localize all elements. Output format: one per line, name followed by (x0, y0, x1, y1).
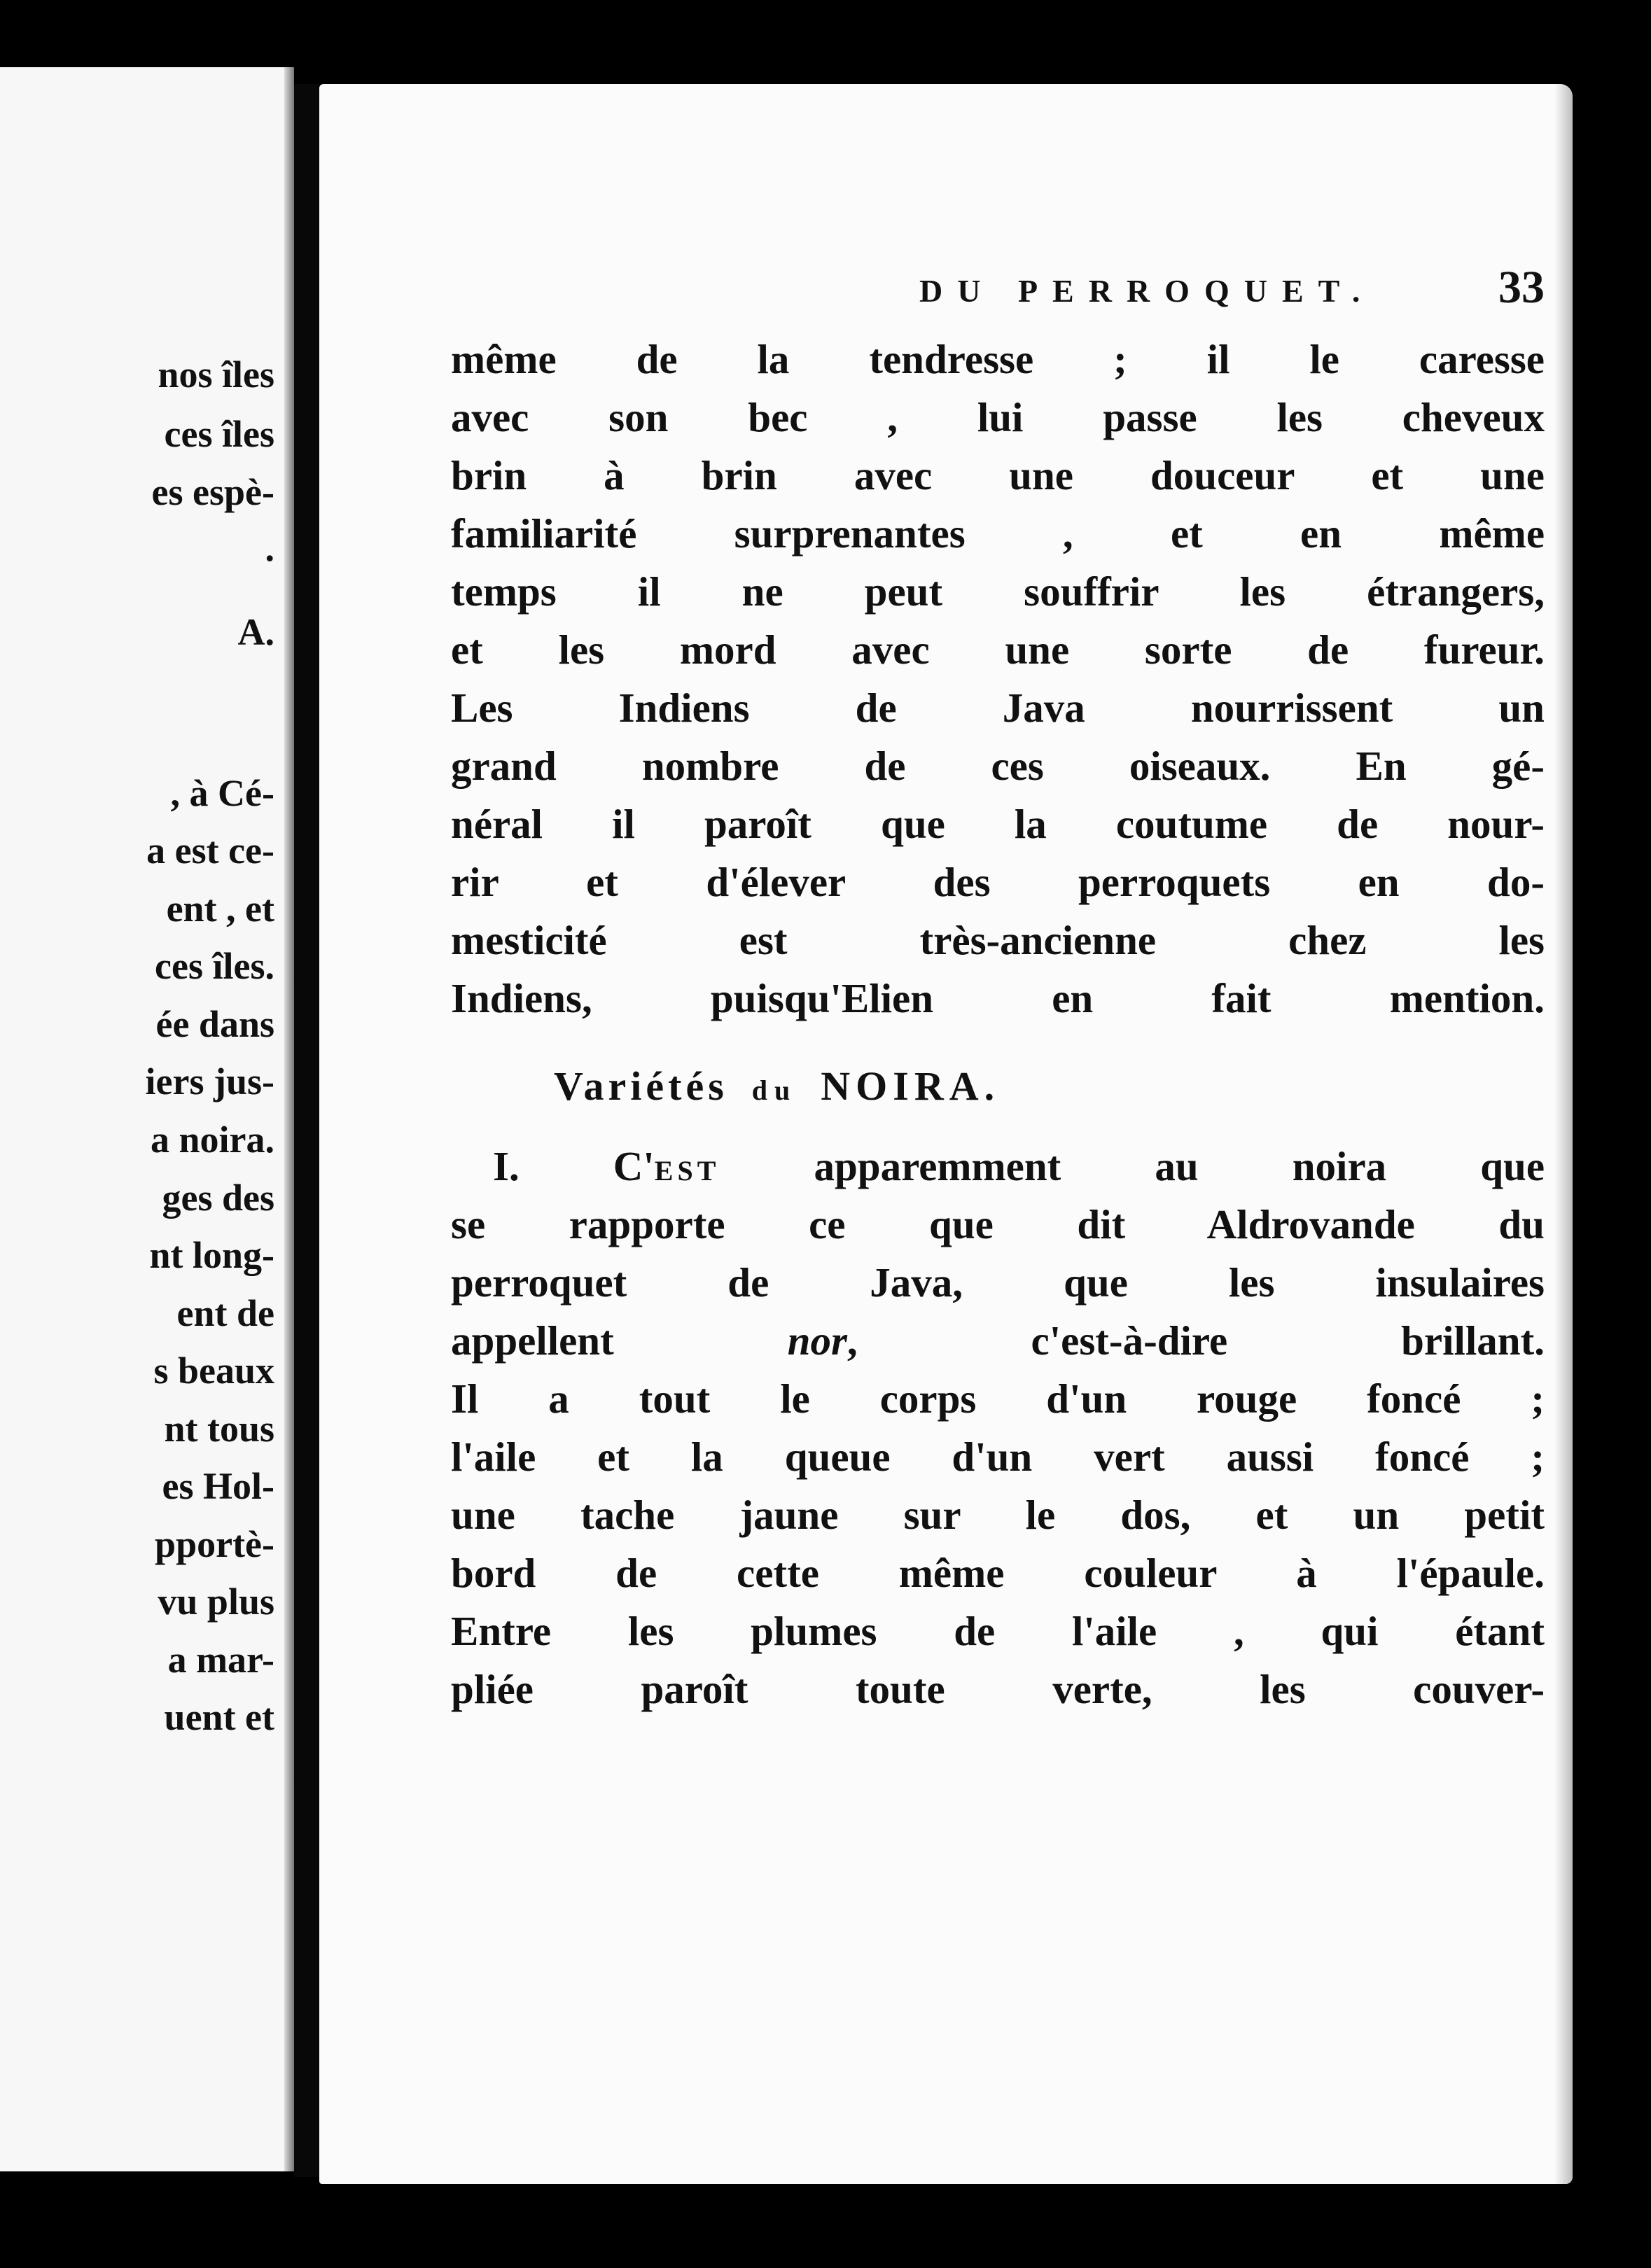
text-line: Indiens, puisqu'Elien en fait mention. (451, 975, 1545, 1021)
section-heading (554, 1063, 1394, 1110)
left-page-line: nt long- (149, 1234, 274, 1276)
paragraph-numeral: I. (493, 1143, 520, 1189)
text-line: avec son bec , lui passe les cheveux (451, 394, 1545, 440)
left-page-line: . (265, 527, 274, 569)
text-line: néral il paroît que la coutume de nour- (451, 801, 1545, 847)
section-heading-word: du (751, 1074, 797, 1106)
text-line: pliée paroît toute verte, les couver- (451, 1666, 1545, 1712)
drop-word-smallcaps: EST (654, 1155, 720, 1186)
text-line: grand nombre de ces oiseaux. En gé- (451, 743, 1545, 789)
text-line (451, 1312, 1545, 1370)
left-page-line: es Hol- (162, 1465, 274, 1507)
left-page-line: ces îles (164, 413, 274, 455)
text-line: perroquet de Java, que les insulaires (451, 1259, 1545, 1306)
text-line: mesticité est très-ancienne chez les (451, 917, 1545, 963)
left-page-line: iers jus- (145, 1060, 274, 1102)
text-line: Les Indiens de Java nourrissent un (451, 685, 1545, 731)
right-page (319, 84, 1573, 2184)
left-page-line: es espè- (151, 471, 274, 513)
text-line (451, 1138, 1545, 1196)
text-line: Entre les plumes de l'aile , qui étant (451, 1608, 1545, 1654)
running-head: DU PERROQUET. (919, 273, 1375, 309)
left-page-line: a mar- (167, 1639, 274, 1681)
left-page-line: ent de (176, 1292, 274, 1334)
left-page-line: ges des (162, 1177, 274, 1219)
text-line: temps il ne peut souffrir les étrangers, (451, 568, 1545, 615)
text-line: se rapporte ce que dit Aldrovande du (451, 1201, 1545, 1247)
left-page-line: ent , et (166, 888, 274, 930)
text-line: l'aile et la queue d'un vert aussi foncé ; (451, 1434, 1545, 1480)
left-page-line: a est ce- (146, 830, 274, 872)
book-spine (294, 84, 319, 2177)
right-page-edge-shadow (1554, 84, 1573, 2184)
text-line: et les mord avec une sorte de fureur. (451, 626, 1545, 673)
left-page-line: nos îles (158, 354, 274, 396)
section-heading-word: NOIRA. (821, 1063, 1001, 1109)
left-page-line: vu plus (158, 1581, 274, 1623)
page-number: 33 (1498, 262, 1545, 313)
left-page-line: a noira. (150, 1119, 274, 1161)
paragraph-continued (451, 330, 1545, 1028)
text-line: même de la tendresse ; il le caresse (451, 336, 1545, 382)
italic-word: nor (787, 1317, 847, 1364)
text-line: rir et d'élever des perroquets en do- (451, 859, 1545, 905)
left-page-line: pportè- (155, 1523, 274, 1565)
text-fragment: appellent (451, 1317, 614, 1364)
left-page-line: ée dans (155, 1003, 274, 1045)
left-page-line: nt tous (164, 1408, 274, 1450)
left-page (0, 67, 294, 2171)
left-page-gutter-shadow (284, 67, 294, 2171)
text-line: bord de cette même couleur à l'épaule. (451, 1550, 1545, 1596)
left-page-line: s beaux (153, 1350, 274, 1392)
text-line: familiarité surprenantes , et en même (451, 510, 1545, 556)
text-line: une tache jaune sur le dos, et un petit (451, 1492, 1545, 1538)
left-page-line: A. (237, 611, 274, 653)
page-header (603, 262, 1545, 326)
section-heading-word: Variétés (554, 1063, 728, 1109)
text-fragment: apparemment au noira que (814, 1143, 1545, 1189)
text-line: Il a tout le corps d'un rouge foncé ; (451, 1376, 1545, 1422)
text-fragment: , c'est-à-dire brillant. (847, 1317, 1545, 1364)
drop-word-cap: C' (613, 1143, 655, 1189)
paragraph-variety-one (451, 1138, 1545, 1718)
left-page-line: , à Cé- (170, 772, 274, 814)
left-page-line: uent et (164, 1696, 274, 1738)
text-line: brin à brin avec une douceur et une (451, 452, 1545, 498)
left-page-line: ces îles. (155, 945, 274, 987)
